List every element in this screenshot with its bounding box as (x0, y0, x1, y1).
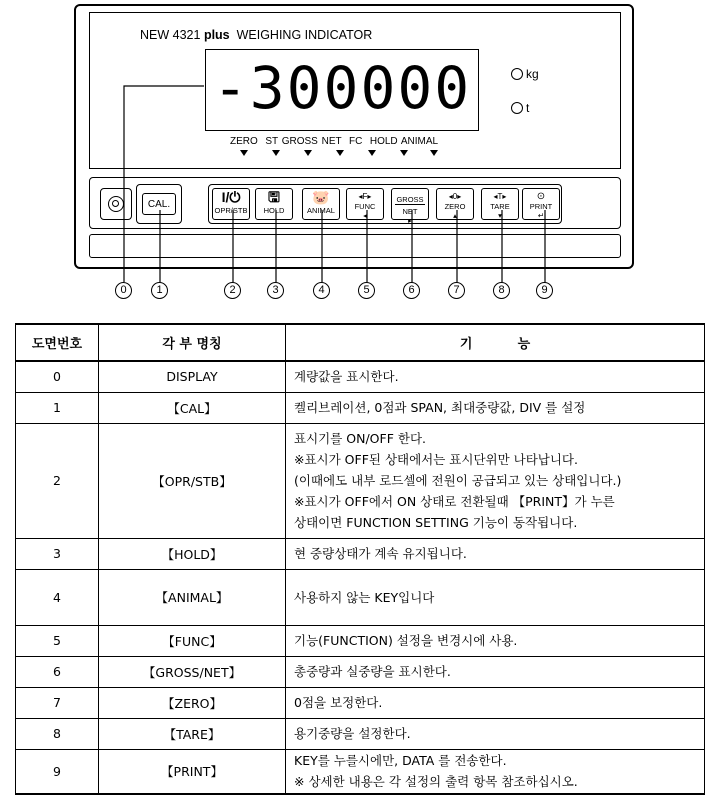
arrow-up-icon: ▴ (453, 211, 457, 220)
row-number: 6 (16, 656, 99, 687)
row-number: 9 (16, 749, 99, 794)
table-body (16, 361, 705, 794)
header-number: 도면번호 (16, 324, 99, 361)
key-label: HOLD (263, 206, 285, 215)
row-function (286, 538, 705, 569)
floppy-disk-icon: 🖫 (268, 189, 280, 205)
function-text-line: 사용하지 않는 KEY입니다 (294, 589, 435, 605)
table-header-row (16, 324, 705, 361)
row-number: 0 (16, 361, 99, 392)
key-label: ANIMAL (307, 206, 335, 215)
table-row (16, 625, 705, 656)
arrow-right-icon: ▸ (408, 216, 412, 225)
table-row (16, 538, 705, 569)
row-part-name: 【HOLD】 (99, 538, 286, 569)
table-row (16, 361, 705, 392)
row-part-name: 【OPR/STB】 (99, 423, 286, 538)
row-number: 8 (16, 718, 99, 749)
tare-symbol: ◂T▸ (493, 192, 507, 201)
display-value: -300000 (212, 54, 472, 122)
table-row (16, 749, 705, 794)
arrow-left-icon: ◂ (363, 211, 367, 220)
cal-button[interactable]: CAL. (142, 193, 176, 215)
function-text-line: (이때에도 내부 로드셀에 전원이 공급되고 있는 상태입니다.) (294, 473, 622, 488)
arrow-down-icon: ▾ (498, 211, 502, 220)
callout-line-display (124, 86, 204, 282)
key-label-gross: GROSS (396, 195, 424, 204)
callout-number: 3 (267, 282, 284, 299)
row-number: 2 (16, 423, 99, 538)
row-function (286, 361, 705, 392)
unit-t-label: t (526, 101, 530, 115)
model-name: NEW 4321 (140, 28, 201, 42)
callout-number: 8 (493, 282, 510, 299)
key-label: FUNC (354, 202, 376, 211)
row-part-name: 【ZERO】 (99, 687, 286, 718)
callout-number: 1 (151, 282, 168, 299)
row-function (286, 423, 705, 538)
func-symbol: ◂F▸ (358, 192, 372, 201)
row-part-name: 【GROSS/NET】 (99, 656, 286, 687)
row-part-name: 【TARE】 (99, 718, 286, 749)
row-part-name: 【PRINT】 (99, 749, 286, 794)
unit-kg-label: kg (526, 67, 539, 81)
row-function (286, 718, 705, 749)
power-icon: I/⏻ (221, 189, 241, 205)
row-number: 7 (16, 687, 99, 718)
status-labels: ZERO ST GROSS NET FC HOLD ANIMAL (230, 136, 439, 147)
row-function (286, 392, 705, 423)
table-row (16, 718, 705, 749)
table-row (16, 687, 705, 718)
callout-number: 9 (536, 282, 553, 299)
row-part-name: 【CAL】 (99, 392, 286, 423)
enter-icon: ↵ (537, 211, 545, 220)
row-number: 1 (16, 392, 99, 423)
function-text-line: 총중량과 실중량을 표시한다. (294, 664, 451, 679)
row-number: 3 (16, 538, 99, 569)
row-function (286, 569, 705, 625)
callout-number: 2 (224, 282, 241, 299)
function-text-line: ※표시가 OFF된 상태에서는 표시단위만 나타납니다. (294, 452, 578, 467)
header-function: 기 능 (286, 324, 705, 361)
callout-number: 6 (403, 282, 420, 299)
printer-icon: ⊙ (536, 191, 546, 202)
function-text-line: 켈리브레이션, 0점과 SPAN, 최대중량값, DIV 를 설정 (294, 400, 586, 415)
function-text-line: 상태이면 FUNCTION SETTING 기능이 동작됩니다. (294, 515, 578, 530)
key-label: PRINT (529, 202, 553, 211)
table-row (16, 392, 705, 423)
callout-number: 0 (115, 282, 132, 299)
model-plus: plus (203, 28, 230, 42)
key-label: TARE (490, 202, 510, 211)
function-table (15, 323, 705, 795)
key-label: NET (402, 207, 418, 216)
row-part-name: 【FUNC】 (99, 625, 286, 656)
table-row (16, 569, 705, 625)
row-part-name: 【ANIMAL】 (99, 569, 286, 625)
function-text-line: 계량값을 표시한다. (294, 369, 399, 385)
key-label: OPR/STB (214, 206, 248, 215)
callout-number: 4 (313, 282, 330, 299)
zero-symbol: ◂0▸ (448, 192, 462, 201)
table-row (16, 656, 705, 687)
function-text-line: 용기중량을 설정한다. (294, 726, 411, 741)
function-text-line: 표시기를 ON/OFF 한다. (294, 431, 426, 446)
table-row (16, 423, 705, 538)
header-part-name: 각 부 명칭 (99, 324, 286, 361)
callout-number: 7 (448, 282, 465, 299)
row-function (286, 625, 705, 656)
function-text-line: 기능(FUNCTION) 설정을 변경시에 사용. (294, 633, 518, 648)
row-function (286, 656, 705, 687)
callout-lines (0, 0, 720, 310)
row-function (286, 749, 705, 794)
indicator-subtitle: WEIGHING INDICATOR (236, 28, 373, 42)
function-text-line: ※ 상세한 내용은 각 설정의 출력 항목 참조하십시오. (294, 774, 578, 790)
key-label: ZERO (444, 202, 466, 211)
row-number: 5 (16, 625, 99, 656)
function-text-line: ※표시가 OFF에서 ON 상태로 전환될때 【PRINT】가 누른 (294, 494, 615, 509)
function-text-line: 0점을 보정한다. (294, 695, 383, 710)
pig-icon: 🐷 (312, 189, 330, 205)
callout-number: 5 (358, 282, 375, 299)
function-text-line: KEY를 누를시에만, DATA 를 전송한다. (294, 753, 507, 769)
row-part-name: DISPLAY (99, 361, 286, 392)
row-function (286, 687, 705, 718)
row-number: 4 (16, 569, 99, 625)
function-text-line: 현 중량상태가 계속 유지됩니다. (294, 546, 467, 561)
